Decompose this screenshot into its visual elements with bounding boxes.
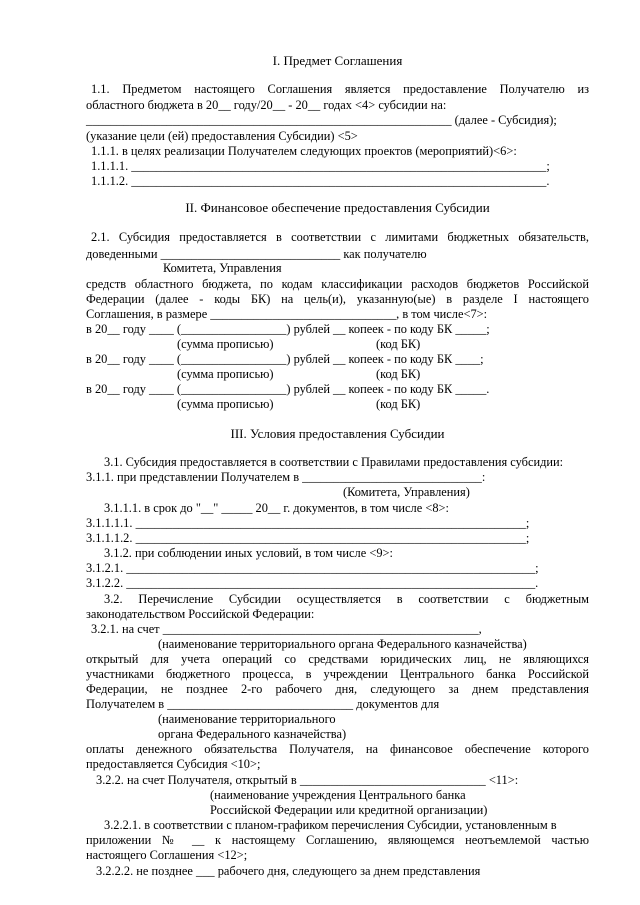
clause-3-2-1-note: (наименование территориального органа Федерального казначейства) — [158, 637, 527, 651]
section-1-heading: I. Предмет Соглашения — [272, 53, 403, 68]
clause-3-2-2-note-2: Российской Федерации или кредитной организации) — [210, 803, 488, 817]
year-line-3: в 20__ году ____ (_________________) рублей __ копеек - по коду БК _____. — [86, 382, 490, 396]
clause-2-1-line-5: Соглашения, в размере ______________________________, в том числе<7>: — [86, 307, 488, 321]
clause-1-1-line-2: областного бюджета в 20__ году/20__ - 20__ годах <4> субсидии на: — [86, 98, 447, 112]
year-line-1-amount-note: (сумма прописью) — [177, 337, 274, 351]
clause-3-2-1-note-2: (наименование территориального — [158, 712, 336, 726]
year-line-3-amount-note: (сумма прописью) — [177, 397, 274, 411]
clause-3-2-2: 3.2.2. на счет Получателя, открытый в ______________________________ <11>: — [96, 773, 519, 787]
year-line-2-amount-note: (сумма прописью) — [177, 367, 274, 381]
clause-3-1-2: 3.1.2. при соблюдении иных условий, в том числе <9>: — [104, 546, 393, 560]
clause-3-2-1-line-7: предоставляется Субсидия <10>; — [86, 757, 261, 771]
clause-3-1-1-1-1: 3.1.1.1.1. _______________________________________________________________; — [86, 516, 530, 530]
year-line-2-code-note: (код БК) — [376, 367, 421, 381]
clause-1-1-1-1: 1.1.1.1. ___________________________________________________________________; — [91, 159, 550, 173]
clause-1-1-line-3: ___________________________________________________________ (далее - Субсидия); — [86, 113, 557, 127]
clause-3-2-1-note-3: органа Федерального казначейства) — [158, 727, 347, 741]
year-line-1: в 20__ году ____ (_________________) рублей __ копеек - по коду БК _____; — [86, 322, 490, 336]
clause-2-1-line-3: средств областного бюджета, по кодам классификации расходов бюджетов Российской — [86, 277, 589, 291]
section-3-heading: III. Условия предоставления Субсидии — [230, 426, 445, 441]
clause-1-1-1-2: 1.1.1.2. ___________________________________________________________________. — [91, 174, 550, 188]
clause-2-1-line-2: доведенными _____________________________ как получателю — [86, 247, 427, 261]
clause-3-1: 3.1. Субсидия предоставляется в соответствии с Правилами предоставления субсидии: — [104, 455, 564, 469]
clause-3-2-2-1-line-2: приложении № __ к настоящему Соглашению, являющемся неотъемлемой частью — [86, 833, 589, 847]
clause-3-1-1-1-2: 3.1.1.1.2. _______________________________________________________________; — [86, 531, 530, 545]
clause-2-1-line-4: Федерации (далее - коды БК) на цель(и), указанную(ые) в разделе I настоящего — [86, 292, 589, 306]
clause-3-2-2-1-line-3: настоящего Соглашения <12>; — [86, 848, 248, 862]
clause-3-2: 3.2. Перечисление Субсидии осуществляется в соответствии с бюджетным — [104, 592, 589, 606]
clause-3-2-2-2: 3.2.2.2. не позднее ___ рабочего дня, следующего за днем представления — [96, 864, 481, 878]
clause-3-2-line-2: законодательством Российской Федерации: — [86, 607, 315, 621]
clause-3-2-1: 3.2.1. на счет ___________________________________________________, — [91, 622, 482, 636]
clause-2-1: 2.1. Субсидия предоставляется в соответствии с лимитами бюджетных обязательств, — [91, 230, 589, 244]
clause-1-1-note: (указание цели (ей) предоставления Субсидии) <5> — [86, 129, 358, 143]
clause-2-1-note: Комитета, Управления — [163, 261, 282, 275]
year-line-1-code-note: (код БК) — [376, 337, 421, 351]
clause-3-2-2-1: 3.2.2.1. в соответствии с планом-графиком перечисления Субсидии, установленным в — [104, 818, 557, 832]
year-line-3-code-note: (код БК) — [376, 397, 421, 411]
clause-3-2-1-line-4: Федерации, не позднее 2-го рабочего дня, следующего за днем представления — [86, 682, 589, 696]
clause-3-1-2-1: 3.1.2.1. __________________________________________________________________; — [86, 561, 539, 575]
clause-3-2-1-line-6: оплаты денежного обязательства Получателя, на финансовое обеспечение которого — [86, 742, 589, 756]
section-2-heading: II. Финансовое обеспечение предоставления Субсидии — [185, 200, 490, 215]
clause-3-1-1-note: (Комитета, Управления) — [343, 485, 470, 499]
clause-1-1-1: 1.1.1. в целях реализации Получателем следующих проектов (мероприятий)<6>: — [91, 144, 517, 158]
clause-3-1-2-2: 3.1.2.2. __________________________________________________________________. — [86, 576, 539, 590]
clause-3-1-1-1: 3.1.1.1. в срок до "__" _____ 20__ г. документов, в том числе <8>: — [104, 501, 449, 515]
clause-3-2-1-line-5: Получателем в ______________________________ документов для — [86, 697, 440, 711]
clause-1-1: 1.1. Предметом настоящего Соглашения является предоставление Получателю из — [91, 82, 589, 96]
clause-3-2-2-note-1: (наименование учреждения Центрального банка — [210, 788, 466, 802]
clause-3-1-1: 3.1.1. при представлении Получателем в _____________________________: — [86, 470, 486, 484]
year-line-2: в 20__ году ____ (_________________) рублей __ копеек - по коду БК ____; — [86, 352, 484, 366]
clause-3-2-1-line-3: участниками бюджетного процесса, в учреждении Центрального банка Российской — [86, 667, 589, 681]
clause-3-2-1-line-2: открытый для учета операций со средствами юридических лиц, не являющихся — [86, 652, 589, 666]
